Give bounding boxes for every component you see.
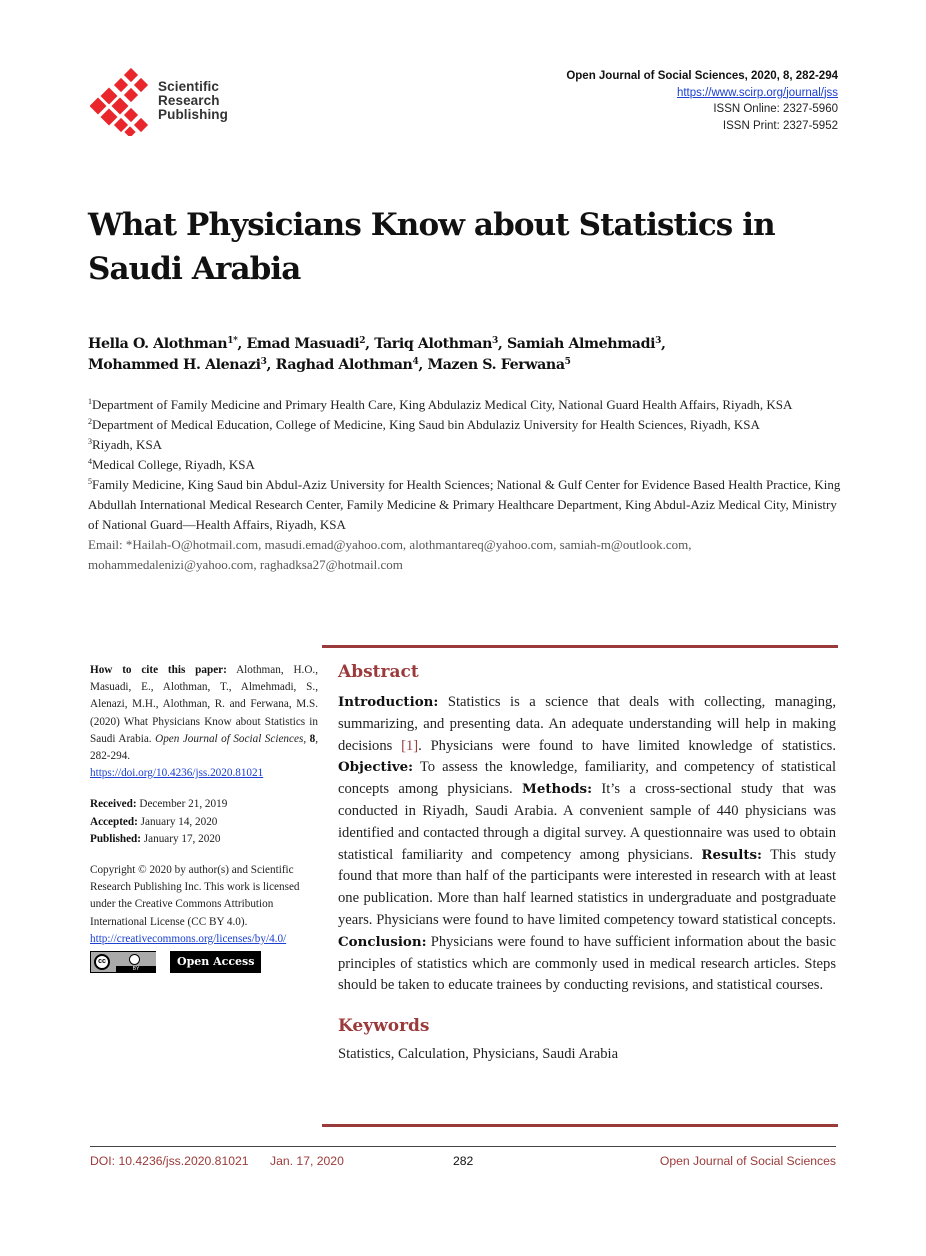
abstract-label-results: Results:	[701, 846, 762, 863]
affiliation: $^5$Family Medicine, King Saud bin Abdul-Aziz University for Health Sciences; National & Gulf Center for Evidence Based Health Practice, King Abdullah International Medical Research Center, Family Medicine & Primary Healthcare Department, King Abdul-Aziz Medical City, Ministry of National Guard—Health Affairs, Riyadh, KSA	[88, 477, 841, 532]
affiliations	[88, 395, 848, 575]
author: Raghad Alothman$^4$,	[275, 357, 428, 373]
abstract-section	[338, 660, 836, 1064]
abstract-top-rule	[322, 645, 838, 648]
abstract-heading: Abstract	[338, 662, 419, 682]
issn-print: ISSN Print: 2327-5952	[722, 119, 838, 132]
accepted-date: Accepted: January 14, 2020	[90, 815, 218, 828]
footer-rule	[90, 1146, 836, 1147]
abstract-label-objective: Objective:	[338, 759, 414, 776]
affiliation: $^4$Medical College, Riyadh, KSA	[88, 457, 255, 472]
article-dates	[90, 796, 318, 848]
affiliation: $^1$Department of Family Medicine and Primary Health Care, King Abdulaziz Medical City, National Guard Health Affairs, Riyadh, KSA	[88, 397, 793, 412]
abstract-text: This study found that more than half of the participants were interested in research with at least one publication. More than half learned statistics in undergraduate and postgraduate years. Physicians were found to have limited competency toward statistical concepts.	[338, 846, 836, 928]
license-link[interactable]: http://creativecommons.org/licenses/by/4.0/	[90, 932, 287, 945]
abstract-text: . Physicians were found to have limited knowledge of statistics.	[418, 737, 836, 754]
author: Emad Masuadi$^2$,	[246, 336, 375, 352]
footer-date: Jan. 17, 2020	[270, 1154, 344, 1168]
published-date: Published: January 17, 2020	[90, 832, 221, 845]
author: Mazen S. Ferwana$^5$	[427, 357, 571, 373]
author: Tariq Alothman$^3$,	[374, 336, 507, 352]
citation-pages: , 282-294.	[90, 732, 318, 763]
publisher-logo-mark-icon	[90, 68, 156, 136]
author: Samiah Almehmadi$^3$,	[506, 336, 666, 352]
cc-by-badge[interactable]	[90, 951, 156, 973]
article-sidebar	[90, 662, 318, 973]
cc-icon: cc	[94, 954, 110, 970]
journal-citation-line: Open Journal of Social Sciences, 2020, 8, 282-294	[566, 70, 838, 82]
keywords-text: Statistics, Calculation, Physicians, Saudi Arabia	[338, 1046, 619, 1063]
abstract-text: It’s a cross-sectional study that was conducted in Riyadh, Saudi Arabia. A convenient sample of 440 physicians was identified and contacted through a digital survey. A questionnaire was used to obtain statistical familiarity and competency among physicians.	[338, 781, 836, 863]
author-list	[88, 334, 808, 376]
issn-online: ISSN Online: 2327-5960	[713, 103, 838, 115]
journal-url-link[interactable]: https://www.scirp.org/journal/jss	[676, 86, 838, 99]
footer-doi: DOI: 10.4236/jss.2020.81021	[90, 1154, 249, 1168]
author: Hella O. Alothman$^{1*}$,	[88, 336, 247, 352]
reference-link[interactable]: [1]	[401, 737, 419, 754]
open-access-badge: Open Access	[170, 951, 261, 973]
copyright-text: Copyright © 2020 by author(s) and Scientific Research Publishing Inc. This work is licensed under the Creative Commons Attribution International License (CC BY 4.0).	[90, 864, 300, 928]
publisher-name-line: Scientific	[158, 79, 220, 94]
abstract-body	[338, 692, 836, 997]
abstract-label-conclusion: Conclusion:	[338, 933, 427, 950]
publisher-name	[158, 80, 228, 122]
abstract-label-methods: Methods:	[522, 781, 593, 798]
journal-info	[566, 68, 838, 134]
citation-block: How to cite this paper: Alothman, H.O., Masuadi, E., Alothman, T., Almehmadi, S., Alenazi, M.H., Alothman, R. and Ferwana, M.S. (2020) What Physicians Know about Statistics in Saudi Arabia. Open Journal of Social Sciences, 8, 282-294. https://doi.org/10.4236/jss.2020.81021	[90, 664, 318, 780]
abstract-text: Statistics is a science that deals with collecting, managing, summarizing, and presenting data. An adequate understanding will help in making decisions	[338, 694, 836, 754]
publisher-logo	[90, 68, 240, 136]
copyright-block	[90, 862, 318, 948]
cc-by-label: BY	[116, 966, 156, 972]
email-line: mohammedalenizi@yahoo.com, raghadksa27@hotmail.com	[88, 557, 403, 572]
citation-journal: Open Journal of Social Sciences	[155, 732, 304, 745]
license-badges	[90, 951, 318, 973]
keywords-heading: Keywords	[338, 1016, 430, 1037]
author: Mohammed H. Alenazi$^3$,	[88, 357, 276, 373]
abstract-text: To assess the knowledge, familiarity, and competency of statistical concepts among physicians.	[338, 759, 836, 798]
footer-journal-name: Open Journal of Social Sciences	[659, 1154, 836, 1168]
citation-label: How to cite this paper:	[90, 664, 227, 676]
paper-title: What Physicians Know about Statistics in Saudi Arabia	[88, 207, 775, 287]
doi-link[interactable]: https://doi.org/10.4236/jss.2020.81021	[90, 767, 264, 780]
affiliation: $^2$Department of Medical Education, College of Medicine, King Saud bin Abdulaziz University for Health Sciences, Riyadh, KSA	[88, 417, 760, 432]
received-date: Received: December 21, 2019	[90, 798, 228, 811]
attribution-person-icon	[129, 954, 140, 965]
citation-volume: 8	[309, 732, 316, 745]
email-line: Email: *Hailah-O@hotmail.com, masudi.emad@yahoo.com, alothmantareq@yahoo.com, samiah-m@outlook.com,	[88, 537, 692, 552]
abstract-label-introduction: Introduction:	[338, 694, 439, 710]
publisher-name-line: Research	[158, 93, 220, 108]
publisher-name-line: Publishing	[158, 107, 228, 122]
affiliation: $^3$Riyadh, KSA	[88, 437, 163, 452]
abstract-bottom-rule	[322, 1124, 838, 1127]
citation-text: Alothman, H.O., Masuadi, E., Alothman, T., Almehmadi, S., Alenazi, M.H., Alothman, R. and Ferwana, M.S. (2020) What Physicians Know about Statistics in Saudi Arabia.	[90, 664, 318, 745]
page-number: 282	[453, 1154, 474, 1168]
abstract-text: Physicians were found to have sufficient information about the basic principles of statistics which are commonly used in medical research articles. Steps should be taken to educate trainees by conducting revisions, and statistical courses.	[338, 933, 836, 994]
page-footer	[90, 1154, 836, 1172]
